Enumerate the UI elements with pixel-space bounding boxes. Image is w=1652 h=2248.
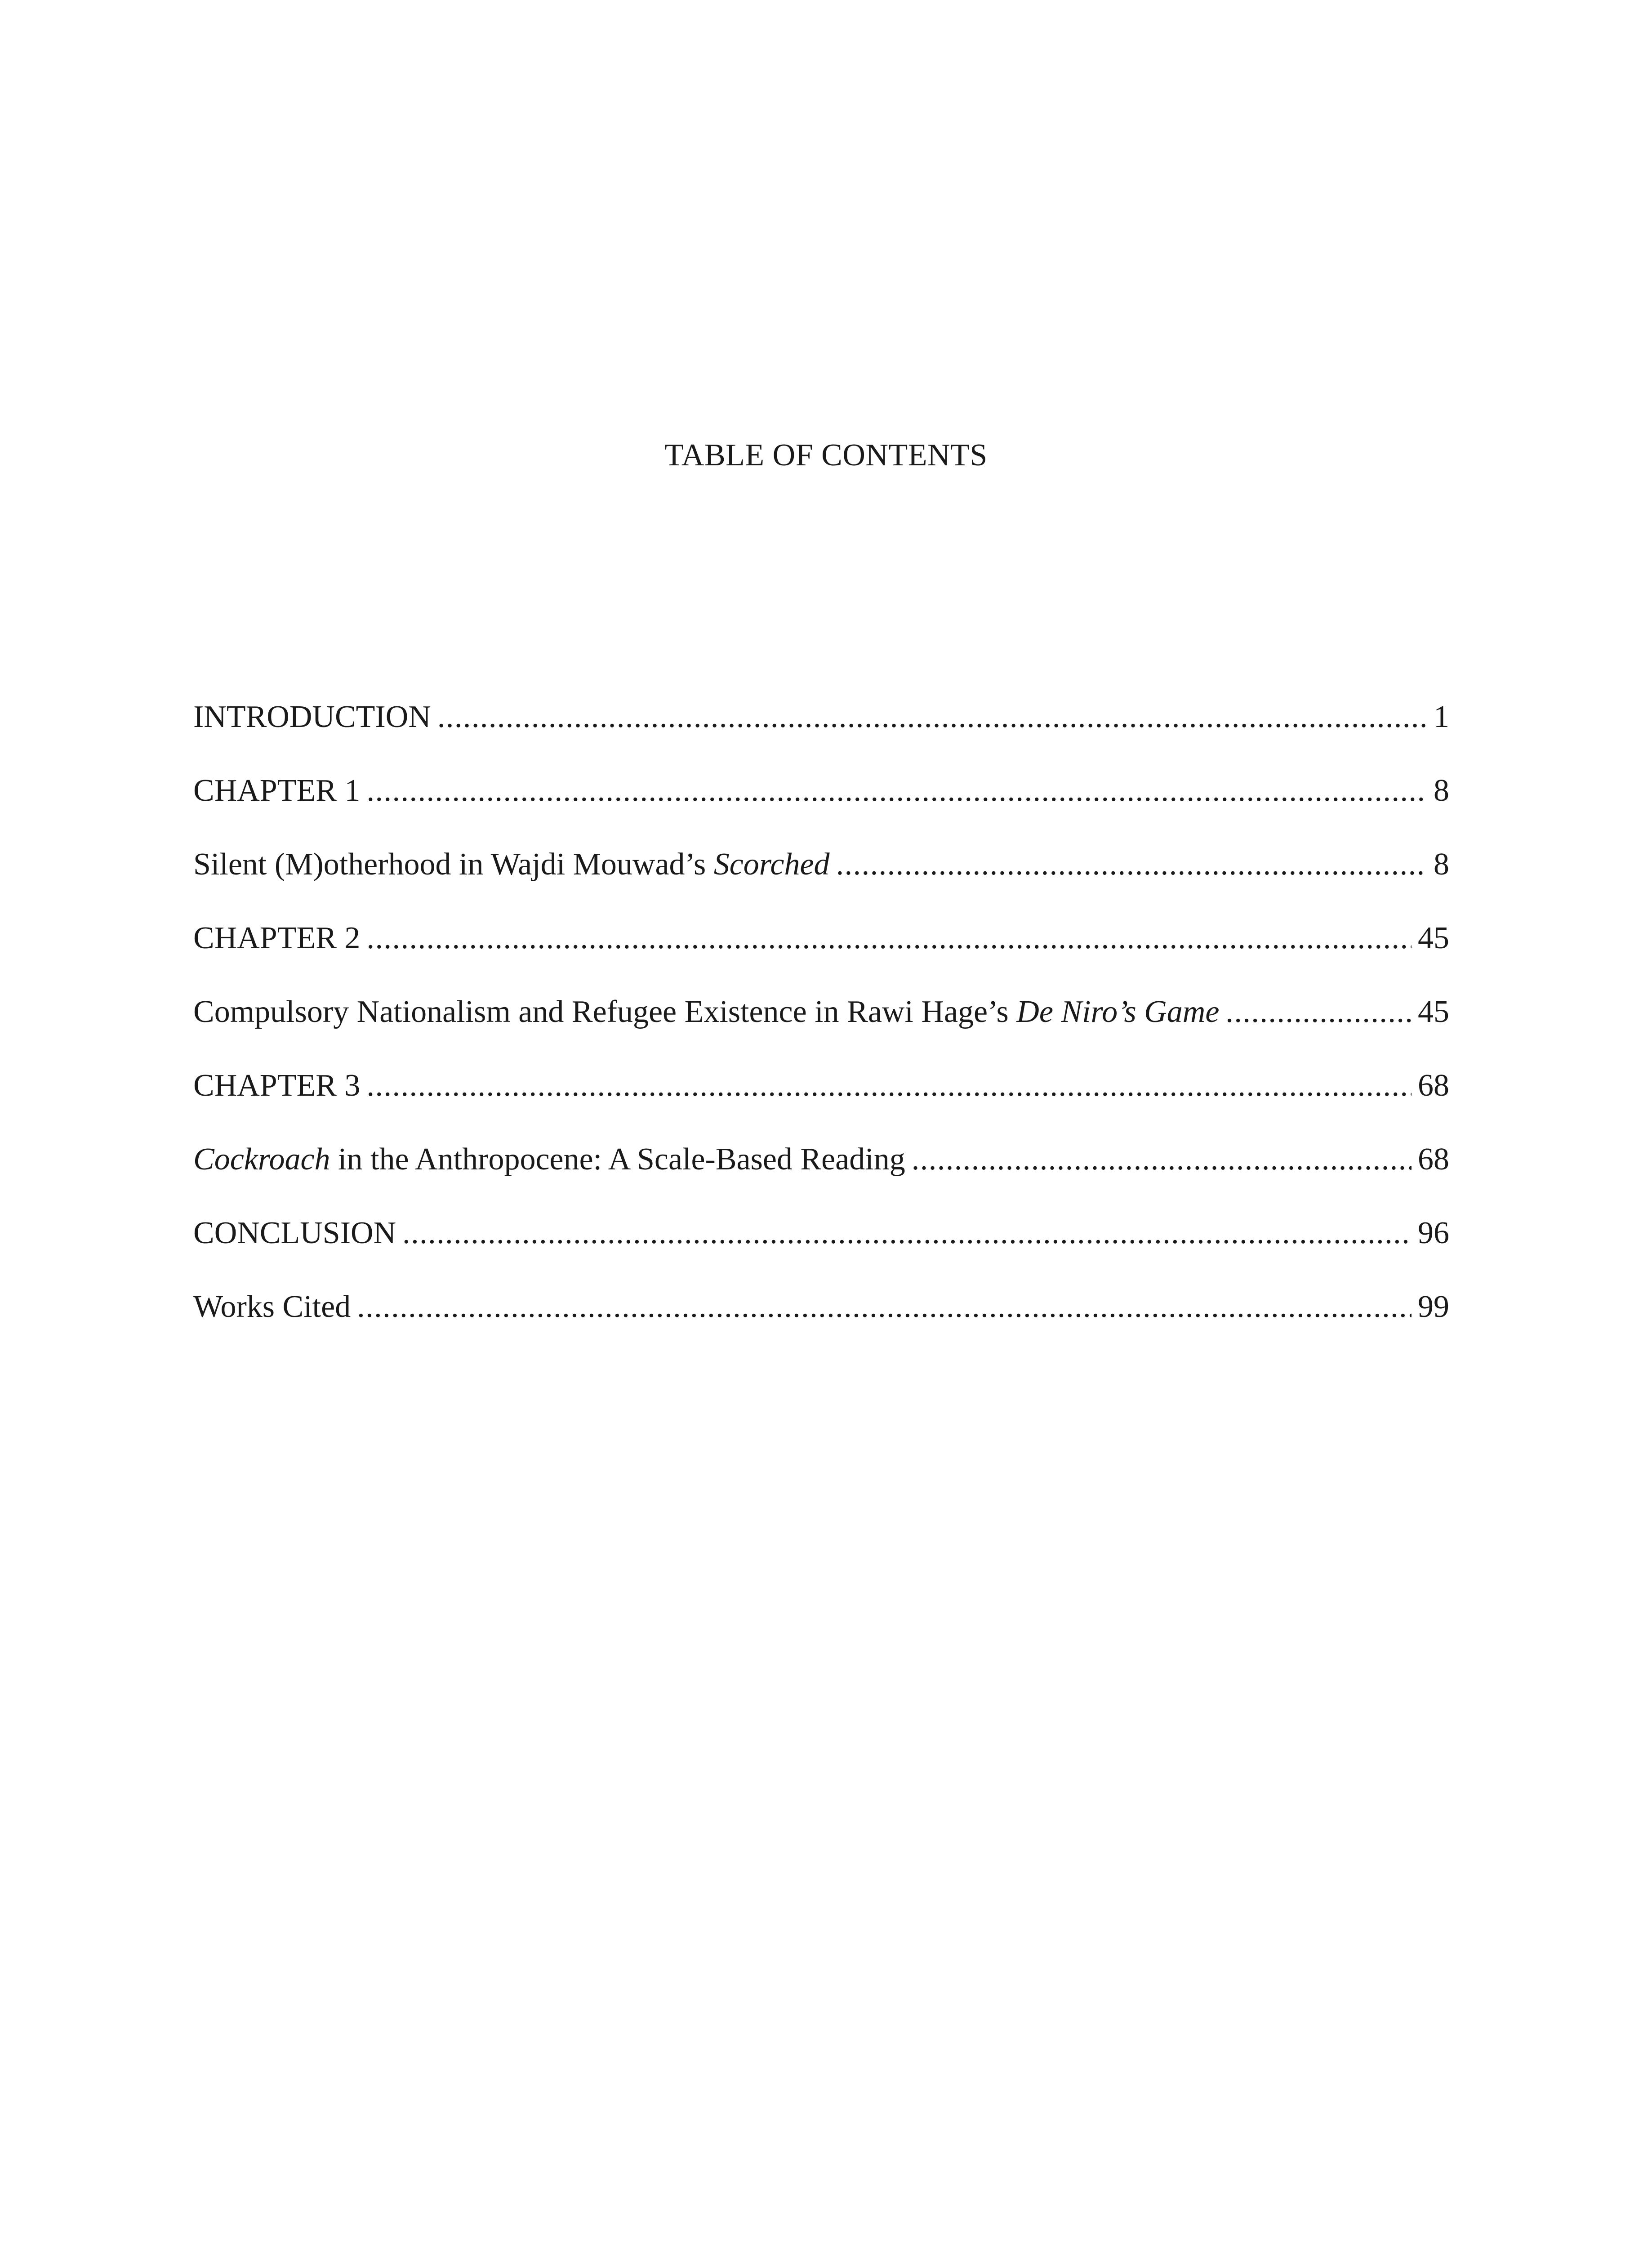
toc-entry-conclusion (193, 1211, 1449, 1285)
toc-entry-text: CHAPTER 3 (193, 1068, 361, 1103)
toc-entry-text: Compulsory Nationalism and Refugee Existence in Rawi Hage’s (193, 995, 1017, 1029)
toc-entry-title (193, 695, 437, 740)
toc-entry-title (193, 1211, 402, 1256)
toc-entry-italic-text: Scorched (713, 847, 830, 882)
toc-entry-title (193, 1137, 912, 1182)
toc-entry-title (193, 1285, 357, 1329)
toc-entry-chapter-1 (193, 768, 1449, 842)
toc-list (193, 695, 1449, 1358)
dot-leader (437, 695, 1427, 740)
toc-entry-italic-text: Cockroach (193, 1142, 330, 1177)
dot-leader (366, 1063, 1412, 1108)
toc-entry-text-tail: in the Anthropocene: A Scale-Based Reading (330, 1142, 905, 1177)
toc-entry-chapter-1-title (193, 842, 1449, 916)
dot-leader (402, 1211, 1412, 1256)
toc-entry-text: CONCLUSION (193, 1216, 396, 1250)
toc-page-number: 45 (1418, 921, 1449, 955)
toc-entry-chapter-2 (193, 916, 1449, 990)
dot-leader (366, 768, 1427, 813)
toc-entry-text: CHAPTER 2 (193, 921, 361, 955)
toc-page-number: 8 (1434, 847, 1449, 882)
toc-entry-italic-text: De Niro’s Game (1016, 995, 1220, 1029)
toc-entry-title (193, 768, 366, 813)
toc-entry-text: Works Cited (193, 1289, 351, 1324)
toc-entry-text: CHAPTER 1 (193, 773, 361, 808)
toc-page-number: 96 (1418, 1216, 1449, 1250)
dot-leader (836, 842, 1427, 887)
toc-entry-text: INTRODUCTION (193, 700, 431, 734)
toc-entry-introduction (193, 695, 1449, 768)
toc-page-number: 45 (1418, 995, 1449, 1029)
dot-leader (366, 916, 1412, 961)
toc-entry-title (193, 1063, 366, 1108)
toc-entry-chapter-3 (193, 1063, 1449, 1137)
toc-entry-text: Silent (M)otherhood in Wajdi Mouwad’s (193, 847, 714, 882)
page-title: TABLE OF CONTENTS (664, 438, 988, 473)
toc-entry-chapter-2-title (193, 990, 1449, 1063)
toc-entry-title (193, 990, 1225, 1035)
toc-page-number: 1 (1434, 700, 1449, 734)
toc-entry-chapter-3-title (193, 1137, 1449, 1211)
toc-page-number: 99 (1418, 1289, 1449, 1324)
toc-page-number: 8 (1434, 773, 1449, 808)
dot-leader (357, 1285, 1412, 1329)
toc-page-number: 68 (1418, 1068, 1449, 1103)
toc-entry-title (193, 916, 366, 961)
toc-entry-title (193, 842, 836, 887)
toc-entry-works-cited (193, 1285, 1449, 1358)
toc-page-number: 68 (1418, 1142, 1449, 1177)
dot-leader (912, 1137, 1412, 1182)
dot-leader (1225, 990, 1412, 1035)
